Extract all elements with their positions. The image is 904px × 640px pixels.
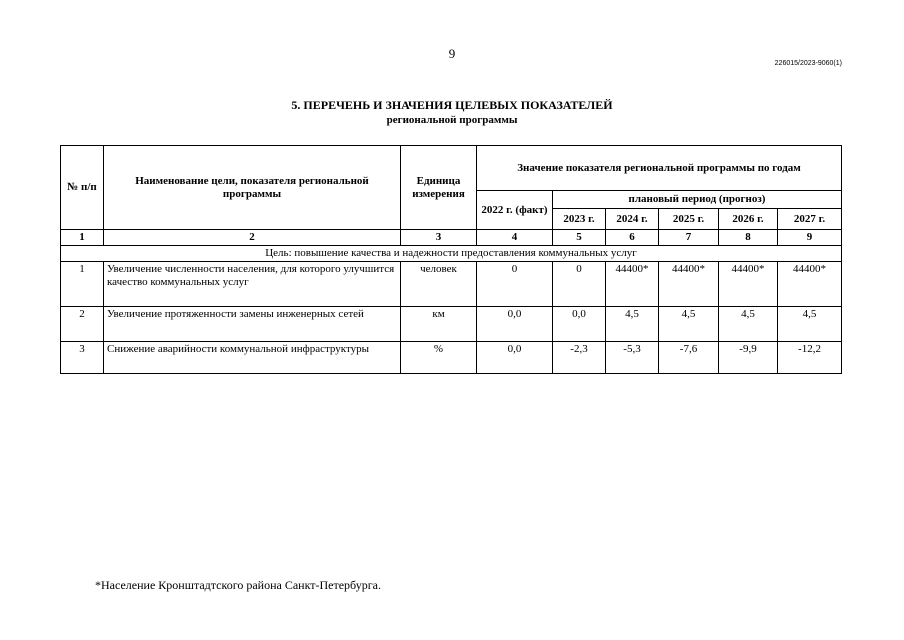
column-number: 4 xyxy=(477,230,553,246)
column-number: 8 xyxy=(719,230,778,246)
row-value: 0,0 xyxy=(477,307,553,342)
row-name: Снижение аварийности коммунальной инфраструктуры xyxy=(104,342,401,374)
row-value: 44400* xyxy=(606,262,659,307)
column-number: 5 xyxy=(553,230,606,246)
column-number: 2 xyxy=(104,230,401,246)
header-year: 2027 г. xyxy=(778,209,842,230)
header-year: 2026 г. xyxy=(719,209,778,230)
header-name: Наименование цели, показателя региональной программы xyxy=(104,146,401,230)
row-value: 0 xyxy=(477,262,553,307)
row-value: 4,5 xyxy=(606,307,659,342)
row-num: 2 xyxy=(61,307,104,342)
row-value: 4,5 xyxy=(659,307,719,342)
row-num: 1 xyxy=(61,262,104,307)
column-number: 9 xyxy=(778,230,842,246)
column-number: 1 xyxy=(61,230,104,246)
header-year: 2023 г. xyxy=(553,209,606,230)
indicators-table xyxy=(60,145,842,374)
section-subtitle: региональной программы xyxy=(386,114,518,126)
row-value: -7,6 xyxy=(659,342,719,374)
row-value: 0 xyxy=(553,262,606,307)
section-title: 5. ПЕРЕЧЕНЬ И ЗНАЧЕНИЯ ЦЕЛЕВЫХ ПОКАЗАТЕЛЕЙ xyxy=(291,98,613,112)
row-unit: км xyxy=(401,307,477,342)
header-value-group: Значение показателя региональной программы по годам xyxy=(477,146,842,191)
row-value: 0,0 xyxy=(553,307,606,342)
row-value: -9,9 xyxy=(719,342,778,374)
row-value: 44400* xyxy=(778,262,842,307)
row-value: -5,3 xyxy=(606,342,659,374)
header-plan-period: плановый период (прогноз) xyxy=(553,191,842,209)
row-value: -12,2 xyxy=(778,342,842,374)
row-name: Увеличение протяженности замены инженерных сетей xyxy=(104,307,401,342)
column-number: 3 xyxy=(401,230,477,246)
row-value: -2,3 xyxy=(553,342,606,374)
table-row xyxy=(61,342,842,374)
column-number: 7 xyxy=(659,230,719,246)
row-unit: человек xyxy=(401,262,477,307)
header-year: 2025 г. xyxy=(659,209,719,230)
row-value: 4,5 xyxy=(778,307,842,342)
header-num: № п/п xyxy=(61,146,104,230)
header-year: 2024 г. xyxy=(606,209,659,230)
table-row xyxy=(61,307,842,342)
page-number: 9 xyxy=(448,46,456,61)
row-value: 44400* xyxy=(659,262,719,307)
header-fact-year: 2022 г. (факт) xyxy=(477,191,553,230)
row-unit: % xyxy=(401,342,477,374)
footnote: *Население Кронштадтского района Санкт-Петербурга. xyxy=(95,578,381,592)
column-number: 6 xyxy=(606,230,659,246)
row-name: Увеличение численности населения, для которого улучшится качество коммунальных услуг xyxy=(104,262,401,307)
row-value: 4,5 xyxy=(719,307,778,342)
row-num: 3 xyxy=(61,342,104,374)
row-value: 0,0 xyxy=(477,342,553,374)
goal-row: Цель: повышение качества и надежности предоставления коммунальных услуг xyxy=(61,246,842,262)
document-code: 226015/2023-9060(1) xyxy=(774,60,842,67)
header-unit: Единица измерения xyxy=(401,146,477,230)
row-value: 44400* xyxy=(719,262,778,307)
table-row xyxy=(61,262,842,307)
